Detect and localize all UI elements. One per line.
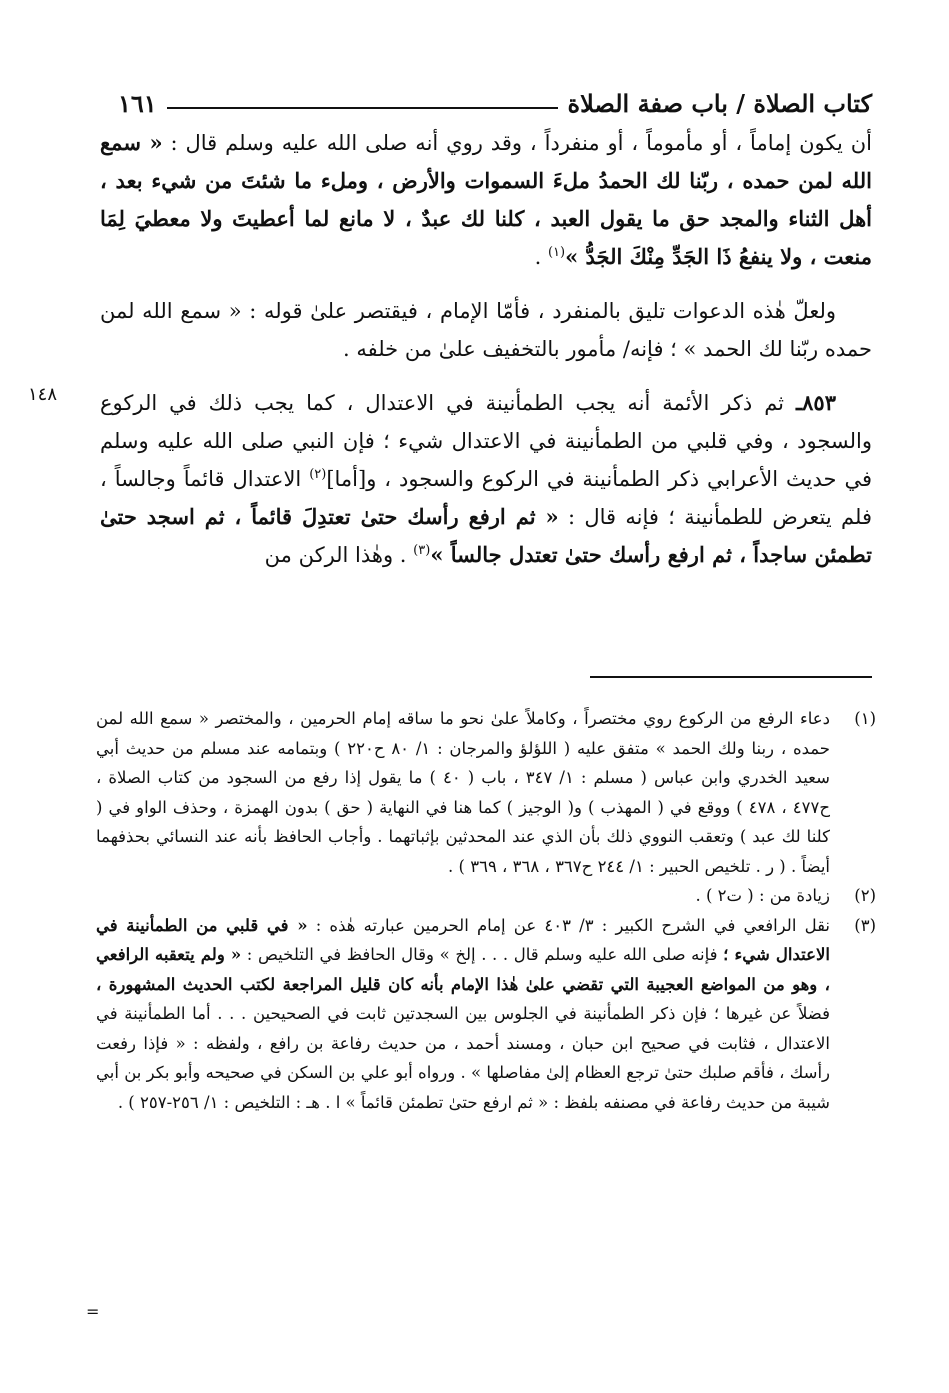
running-header [118, 78, 872, 118]
p1-text-c: . [534, 245, 548, 269]
continuation-mark: = [86, 1302, 100, 1321]
footnote-number: (٢) [854, 886, 876, 905]
footnote-ref-3: (٣) [413, 543, 431, 558]
header-title: كتاب الصلاة / باب صفة الصلاة [567, 89, 872, 118]
footnote-ref-1: (١) [547, 245, 566, 260]
fn3-quote-1: « في قلبي من الطمأنينة في الاعتدال شيء ؛ [96, 915, 830, 964]
manuscript-folio-number: ١٤٨ [28, 384, 58, 405]
footnote-number: (٣) [854, 915, 876, 935]
footnote-text: دعاء الرفع من الركوع روي مختصراً ، وكاملاً علىٰ نحو ما ساقه إمام الحرمين ، والمختصر « سمع الله لمن حمده ، ربنا ولك الحمد » متفق عليه ( اللؤلؤ والمرجان : ١/ ٨٠ ح٢٢٠ ) وبتمامه عند مسلم من حديث أبي سعيد الخدري وابن عباس ( مسلم : ١/ ٣٤٧ ، باب ( ٤٠ ) ما يقول إذا رفع من السجود من كتاب الصلاة ، ح٤٧٧ ، ٤٧٨ ) ووقع في ( المهذب ) و( الوجيز ) كما هنا في النهاية ( حق ) بدون الهمزة ، وحذف الواو في ( كلنا لك عبد ) وتعقب النووي ذلك بأن الذي عند المحدثين بإثباتهما . وأجاب الحافظ بأنه عند النسائي بحذفهما أيضاً . ( ر . تلخيص الحبير : ١/ ٢٤٤ ح٣٦٧ ، ٣٦٨ ، ٣٦٩ ) . [96, 709, 830, 876]
p2-text: ولعلّ هٰذه الدعوات تليق بالمنفرد ، فأمّا الإمام ، فيقتصر علىٰ قوله : « سمع الله لمن حمده ربّنا لك الحمد » ؛ فإنه/ مأمور بالتخفيف علىٰ من خلفه . [100, 299, 872, 361]
fn3-quote-2: « ولم يتعقبه الرافعي ، وهو من المواضع العجيبة التي تقضي علىٰ هٰذا الإمام بأنه كان قليل المراجعة لكتب الحديث المشهورة ، [96, 945, 830, 994]
fn3-text-1: نقل الرافعي في الشرح الكبير : ٣/ ٤٠٣ عن إمام الحرمين عبارته هٰذه : [307, 915, 831, 935]
issue-number: ٨٥٣ـ [796, 390, 836, 415]
footnote-1 [96, 704, 876, 881]
p1-text-a: أن يكون إماماً ، أو مأموماً ، أو منفرداً ، وقد روي أنه صلى الله عليه وسلم قال : [162, 131, 872, 155]
p3-text-b: الاعتدال قائماً وجالساً ، فلم يتعرض للطمأنينة ؛ فإنه قال : [100, 467, 872, 529]
footnote-text [96, 911, 830, 1118]
footnote-ref-2: (٢) [309, 467, 327, 482]
fn3-text-3: فضلاً عن غيرها ؛ فإن ذكر الطمأنينة في الجلوس بين السجدتين ثابت في الصحيحين . . . أما الطمأنينة في الاعتدال ، فثابت في صحيح ابن حبان ، ومسند أحمد ، من حديث رفاعة بن رافع ، ولفظه : « فإذا رفعت رأسك ، فأقم صلبك حتىٰ ترجع العظام إلىٰ مفاصلها » . ورواه أبو علي بن السكن في صحيحه وأبو بكر بن أبي شيبة من حديث رفاعة في مصنفه بلفظ : « ثم ارفع حتىٰ تطمئن قائماً » ا . هـ : التلخيص : ١/ ٢٥٦-٢٥٧ ) . [96, 1004, 830, 1112]
fn3-text-2: فإنه صلى الله عليه وسلم قال . . . إلخ » وقال الحافظ في التلخيص : [241, 945, 724, 964]
p3-text-a: ثم ذكر الأئمة أنه يجب الطمأنينة في الاعتدال ، كما يجب ذلك في الركوع والسجود ، وفي قلبي من الطمأنينة في الاعتدال شيء ؛ فإن النبي صلى الله عليه وسلم في حديث الأعرابي ذكر الطمأنينة في الركوع والسجود ، و[أما] [100, 391, 872, 491]
footnote-2 [96, 881, 876, 911]
header-rule [167, 107, 558, 109]
page-number: ١٦١ [118, 89, 157, 118]
main-text [100, 124, 872, 590]
footnote-3 [96, 911, 876, 1118]
p3-hadith-quote: « ثم ارفع رأسك حتىٰ تعتدِلَ قائماً ، ثم اسجد حتىٰ تطمئن ساجداً ، ثم ارفع رأسك حتىٰ تعتدل جالساً » [100, 504, 872, 567]
footnotes [96, 704, 876, 1117]
footnote-number: (١) [854, 709, 876, 728]
p1-hadith-quote: « سمع الله لمن حمده ، ربّنا لك الحمدُ ملءَ السموات والأرض ، وملء ما شئتَ من شيء بعد ، أهل الثناء والمجد حق ما يقول العبد ، كلنا لك عبدٌ ، لا مانع لما أعطيتَ ولا معطيَ لِمَا منعت ، ولا ينفعُ ذَا الجَدِّ مِنْكَ الجَدُّ » [100, 130, 872, 269]
footnote-separator [590, 676, 872, 678]
footnote-text: زيادة من : ( ت٢ ) . [695, 886, 830, 905]
paragraph-3 [100, 384, 872, 574]
paragraph-1 [100, 124, 872, 276]
paragraph-2 [100, 292, 872, 368]
p3-text-d: . وهٰذا الركن من [264, 543, 414, 567]
